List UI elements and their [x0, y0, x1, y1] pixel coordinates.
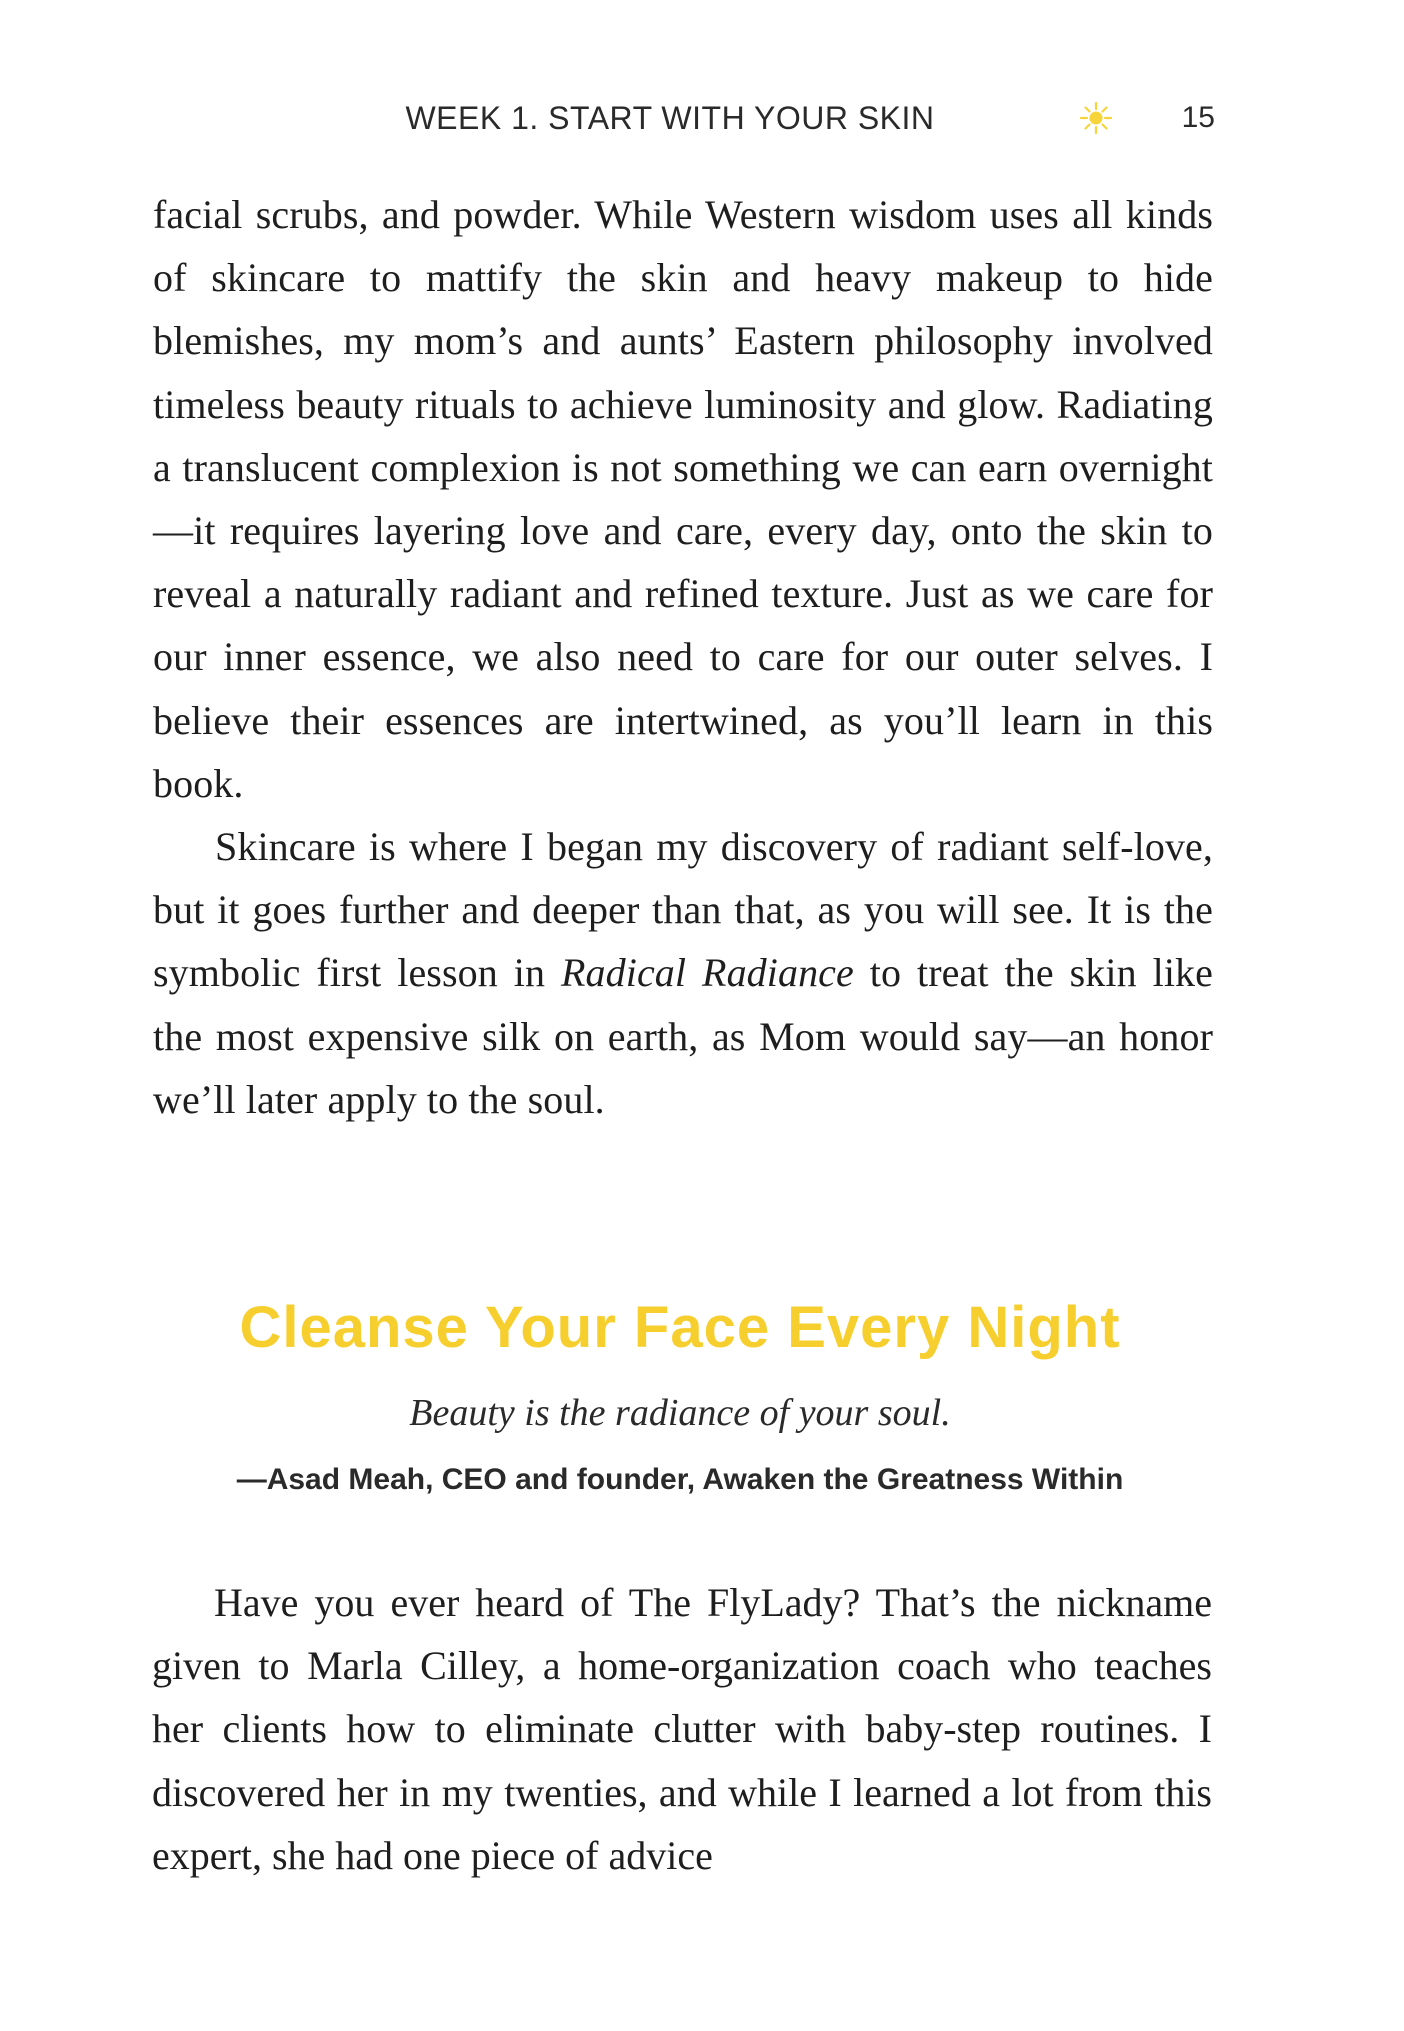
epigraph-attribution: —Asad Meah, CEO and founder, Awaken the Greatness Within: [236, 1463, 1124, 1496]
section-body-text: [152, 1571, 1212, 1887]
body-text: [153, 183, 1213, 1131]
section-heading: Cleanse Your Face Every Night: [239, 1295, 1121, 1361]
paragraph: Have you ever heard of The FlyLady? That’s the nickname given to Marla Cilley, a home-organization coach who teaches her clients how to eliminate clutter with baby-step routines. I discovered her in my twenties, and while I learned a lot from this expert, she had one piece of advice: [152, 1580, 1212, 1878]
page-number: 15: [1181, 101, 1215, 134]
paragraph: [153, 815, 1213, 1131]
epigraph-quote: Beauty is the radiance of your soul.: [409, 1392, 951, 1434]
running-head: [150, 96, 1215, 140]
paragraph: facial scrubs, and powder. While Western wisdom uses all kinds of skincare to mattify the skin and heavy makeup to hide blemishes, my mom’s and aunts’ Eastern philosophy involved timeless beauty rituals to achieve luminosity and glow. Radiating a translucent complexion is not something we can earn overnight—it requires layering love and care, every day, onto the skin to reveal a naturally radiant and refined texture. Just as we care for our inner essence, we also need to care for our outer selves. I believe their essences are intertwined, as you’ll learn in this book.: [153, 192, 1213, 806]
paragraph-text: Skincare is where I began my discovery of radiant self-love, but it goes further and deeper than that, as you will see. It is the symbolic first lesson in: [153, 824, 1213, 996]
sun-icon: [1078, 100, 1114, 136]
running-head-title: WEEK 1. START WITH YOUR SKIN: [405, 100, 935, 136]
paragraph-text: to treat the skin like the most expensive silk on earth, as Mom would say—an honor we’ll later apply to the soul.: [153, 950, 1213, 1122]
book-title: Radical Radiance: [561, 950, 854, 996]
